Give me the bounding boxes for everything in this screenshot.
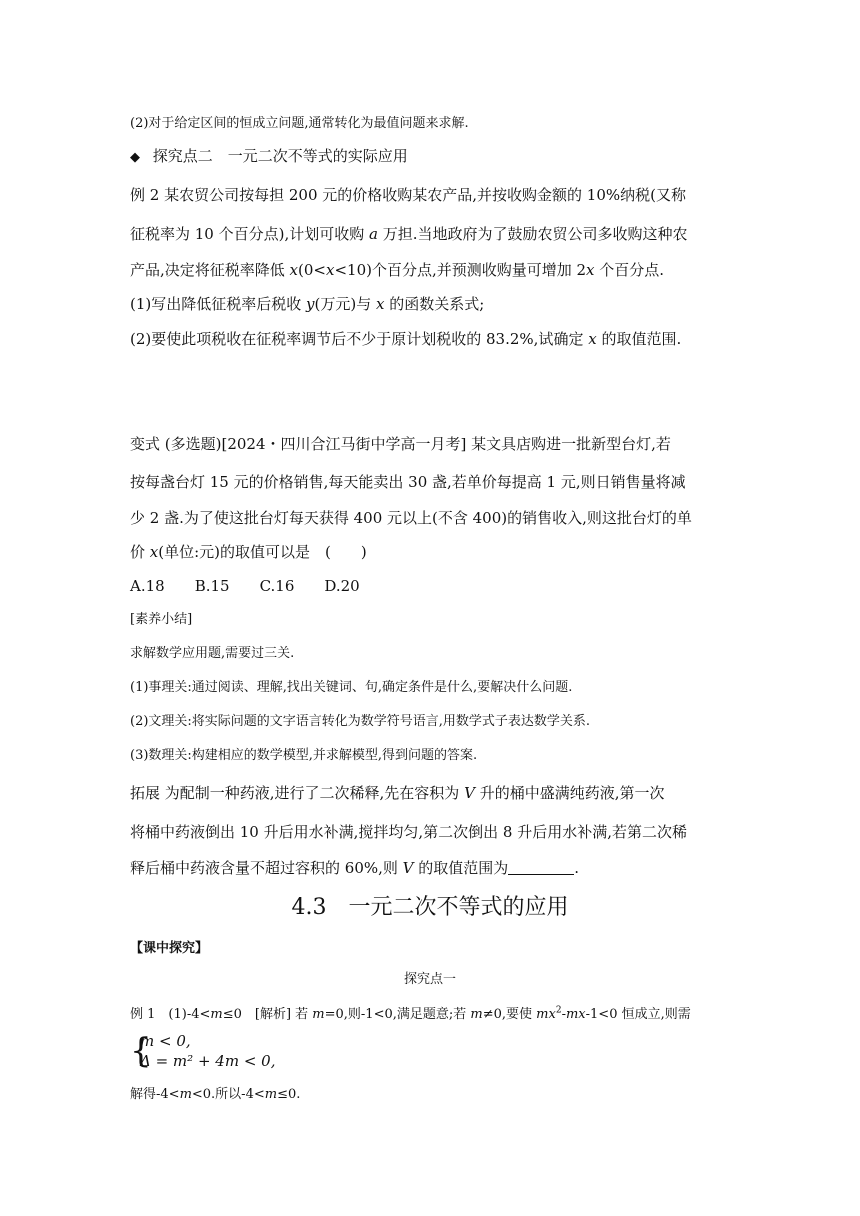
example-2-line-1: [130, 184, 686, 205]
solution-line: 解得-4<m<0.所以-4<m≤0.: [130, 1087, 301, 1102]
inequality-2: Δ = m² + 4m < 0,: [140, 1052, 276, 1070]
summary-line: 求解数学应用题,需要过三关.: [130, 646, 295, 661]
example-2-line-3: 产品,决定将征税率降低 x(0<x<10)个百分点,并预测收购量可增加 2x 个百分点.: [130, 261, 665, 279]
text: 某农贸公司按每担 200 元的价格收购某农产品,并按收购金额的 10%纳税(又称: [164, 186, 686, 204]
question-2: (2)要使此项税收在征税率调节后不少于原计划税收的 83.2%,试确定 x 的取值范围.: [130, 330, 682, 348]
answer-tag: 【课中探究】: [130, 941, 209, 956]
question-1: (1)写出降低征税率后税收 y(万元)与 x 的函数关系式;: [130, 295, 485, 313]
extension-line-3: 释后桶中药液含量不超过容积的 60%,则 V 的取值范围为 .: [130, 859, 580, 877]
variant-line-4: 价 x(单位:元)的取值可以是 ( ): [130, 543, 367, 561]
section-heading: [130, 145, 408, 166]
summary-line: (1)事理关:通过阅读、理解,找出关键词、句,确定条件是什么,要解决什么问题.: [130, 680, 573, 695]
answer-blank[interactable]: [508, 860, 574, 875]
extension-line-1: 拓展 为配制一种药液,进行了二次稀释,先在容积为 V 升的桶中盛满纯药液,第一次: [130, 784, 665, 802]
answer-example-1: 例 1 (1)-4<m≤0 [解析] 若 m=0,则-1<0,满足题意;若 m≠0,要使 $mx^2-mx-1<0$ 恒成立,则需: [130, 1005, 691, 1022]
variant-line-1: 变式 (多选题)[2024・四川合江马街中学高一月考] 某文具店购进一批新型台灯,若: [130, 435, 671, 453]
section-title: 4.3 一元二次不等式的应用: [291, 895, 569, 920]
variant-line-2: 按每盏台灯 15 元的价格销售,每天能卖出 30 盏,若单价每提高 1 元,则日销售量将减: [130, 473, 686, 491]
example-label: 例 2: [130, 186, 160, 204]
heading-text: 探究点二 一元二次不等式的实际应用: [152, 147, 408, 165]
diamond-icon: ◆: [130, 150, 140, 165]
inequality-1: m < 0,: [140, 1032, 191, 1050]
summary-line: (3)数理关:构建相应的数学模型,并求解模型,得到问题的答案.: [130, 748, 478, 763]
extension-line-2: 将桶中药液倒出 10 升后用水补满,搅拌均匀,第二次倒出 8 升后用水补满,若第二次稀: [130, 823, 688, 841]
text-line: (2)对于给定区间的恒成立问题,通常转化为最值问题来求解.: [130, 116, 469, 131]
answer-subhead: 探究点一: [403, 972, 456, 987]
variant-line-3: 少 2 盏.为了使这批台灯每天获得 400 元以上(不含 400)的销售收入,则这批台灯的单: [130, 509, 692, 527]
summary-line: (2)文理关:将实际问题的文字语言转化为数学符号语言,用数学式子表达数学关系.: [130, 714, 591, 729]
system-brace: {: [130, 1031, 152, 1071]
answer-options: A.18 B.15 C.16 D.20: [130, 577, 360, 595]
example-2-line-2: 征税率为 10 个百分点),计划可收购 a 万担.当地政府为了鼓励农贸公司多收购这种农: [130, 225, 688, 243]
summary-title: [素养小结]: [130, 612, 193, 627]
